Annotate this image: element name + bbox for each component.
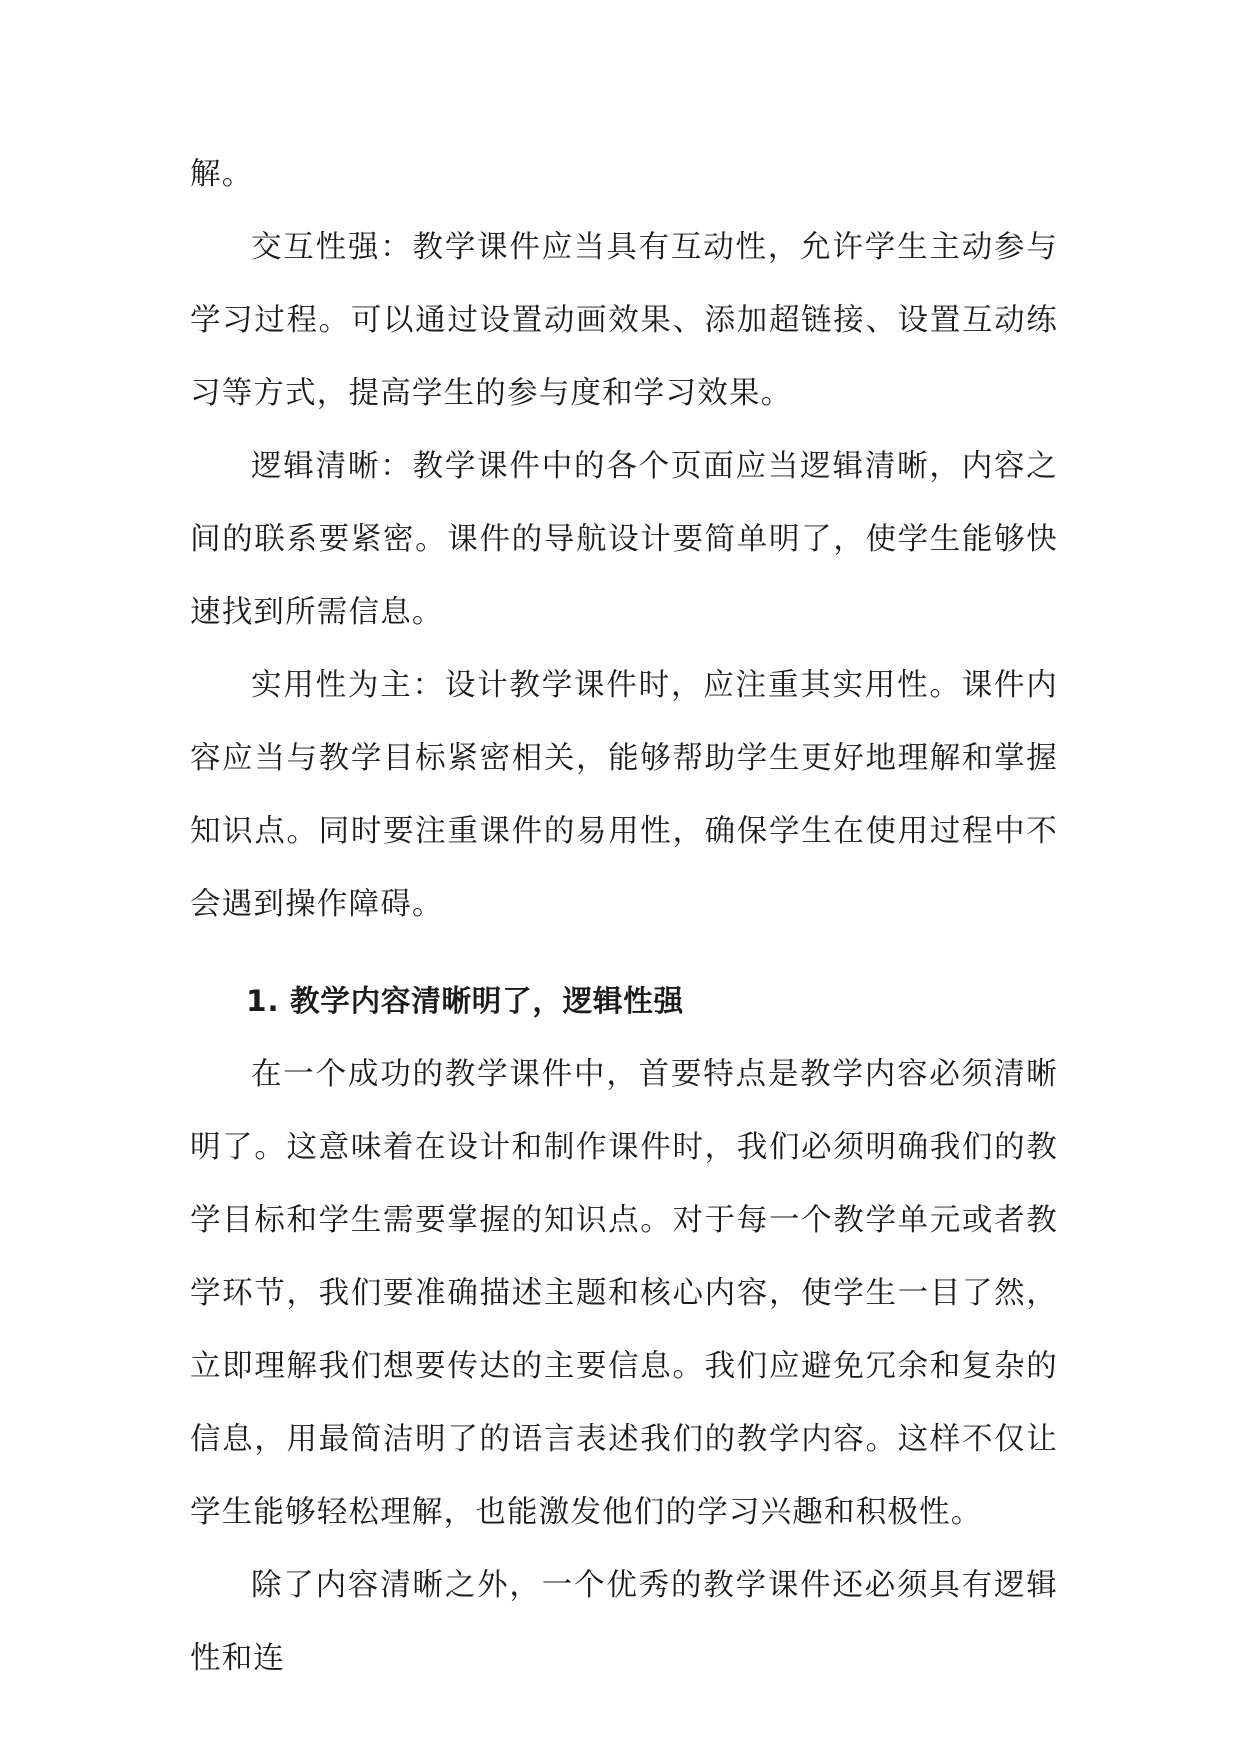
paragraph-clear-content: 在一个成功的教学课件中，首要特点是教学内容必须清晰明了。这意味着在设计和制作课件时，我们必须明确我们的教学目标和学生需要掌握的知识点。对于每一个教学单元或者教学环节，我们要准确描述主题和核心内容，使学生一目了然，立即理解我们想要传达的主要信息。我们应避免冗余和复杂的信息，用最简洁明了的语言表述我们的教学内容。这样不仅让学生能够轻松理解，也能激发他们的学习兴趣和积极性。 bbox=[190, 1057, 1058, 1530]
section-number: 1. bbox=[246, 984, 280, 1018]
paragraph-logic: 逻辑清晰：教学课件中的各个页面应当逻辑清晰，内容之间的联系要紧密。课件的导航设计要简单明了，使学生能够快速找到所需信息。 bbox=[190, 449, 1058, 630]
paragraph-logic-continuation: 除了内容清晰之外，一个优秀的教学课件还必须具有逻辑性和连 bbox=[190, 1568, 1058, 1676]
section-title: 教学内容清晰明了，逻辑性强 bbox=[290, 984, 684, 1018]
paragraph-continuation: 解。 bbox=[190, 157, 254, 192]
document-body bbox=[190, 138, 1058, 1695]
paragraph-interactivity: 交互性强：教学课件应当具有互动性，允许学生主动参与学习过程。可以通过设置动画效果、添加超链接、设置互动练习等方式，提高学生的参与度和学习效果。 bbox=[190, 230, 1058, 411]
paragraph-practicality: 实用性为主：设计教学课件时，应注重其实用性。课件内容应当与教学目标紧密相关，能够帮助学生更好地理解和掌握知识点。同时要注重课件的易用性，确保学生在使用过程中不会遇到操作障碍。 bbox=[190, 668, 1058, 922]
section-heading bbox=[190, 965, 1058, 1038]
